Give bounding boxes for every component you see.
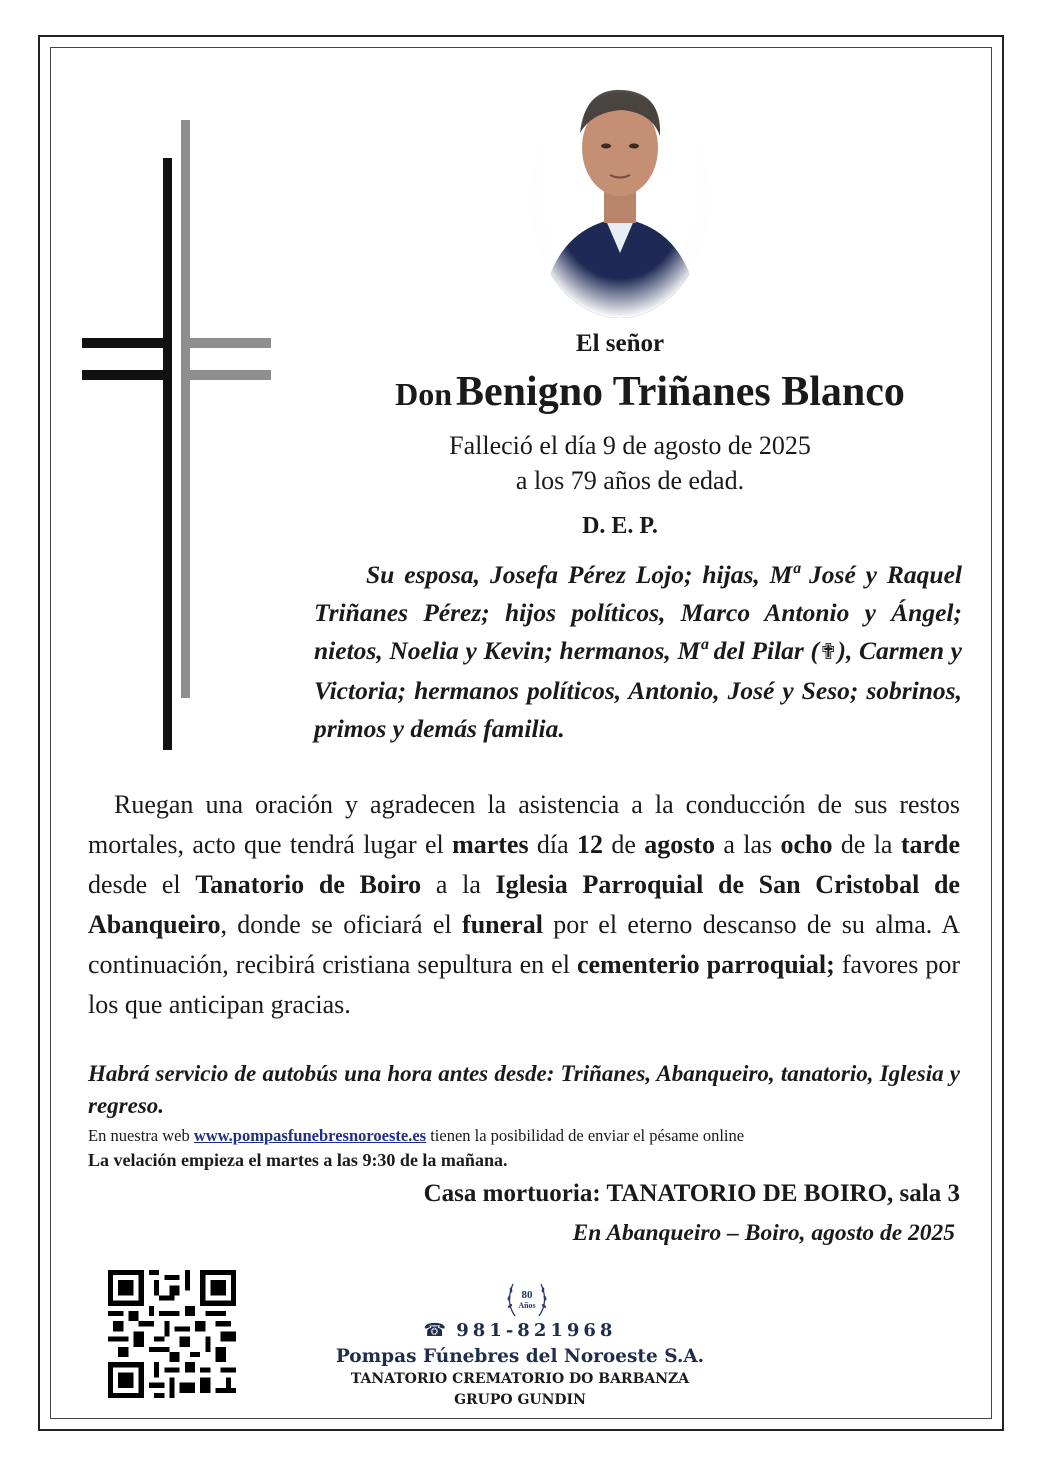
deceased-name	[300, 368, 1000, 416]
ceremony-text: desde el	[88, 870, 196, 899]
ceremony-funeral: funeral	[462, 910, 543, 939]
ceremony-day: martes	[452, 830, 529, 859]
ceremony-origin: Tanatorio de Boiro	[195, 870, 422, 899]
ceremony-text: a las	[715, 830, 781, 859]
ceremony-text: a la	[421, 870, 496, 899]
cross-black-arm-top	[82, 338, 172, 348]
website-link[interactable]: www.pompasfunebresnoroeste.es	[193, 1126, 427, 1145]
funeral-home: Casa mortuoria: TANATORIO DE BOIRO, sala 3	[423, 1180, 960, 1207]
ceremony-text: favores por los que anticipan gracias.	[88, 950, 961, 1019]
anniversary-badge-icon	[503, 1272, 551, 1322]
death-info	[330, 428, 930, 498]
company-name: Pompas Fúnebres del Noroeste S.A.	[335, 1346, 705, 1367]
ceremony-hour: ocho	[780, 830, 833, 859]
ceremony-date: 12	[577, 830, 604, 859]
phone-number[interactable]	[330, 1320, 710, 1341]
ceremony-period: tarde	[900, 830, 961, 859]
phone-icon: ☎	[423, 1320, 446, 1341]
ceremony-text: de	[603, 830, 645, 859]
family-text-2: ), Carmen y Victoria; hermanos políticos, Antonio, José y Seso; sobrinos, primos y demás familia.	[314, 636, 963, 743]
web-note-pre: En nuestra web	[88, 1126, 194, 1145]
ceremony-text: por el eterno descanso de su alma. A continuación, recibirá cristiana sepultura en el	[88, 910, 960, 979]
web-note-post: tienen la posibilidad de enviar el pésame online	[426, 1126, 745, 1145]
cross-gray-vertical	[181, 120, 190, 698]
ceremony-text: , donde se oficiará el	[220, 910, 463, 939]
place-date: En Abanqueiro – Boiro, agosto de 2025	[572, 1220, 955, 1246]
cross-black-arm-bottom	[82, 370, 172, 380]
web-note	[88, 1125, 960, 1147]
badge-word: Años	[518, 1301, 536, 1310]
ceremony-church: Iglesia Parroquial de San Cristobal de Abanqueiro	[88, 870, 960, 939]
family-text-1: Su esposa, Josefa Pérez Lojo; hijas, Mª José y Raquel Triñanes Pérez; hijos políticos, Marco Antonio y Ángel; nietos, Noelia y Kevin; hermanos, Mª del Pilar (	[314, 560, 962, 665]
cross-gray-arm-top	[181, 338, 271, 348]
badge-number: 80	[521, 1289, 533, 1301]
deceased-cross-icon: ✟	[819, 640, 838, 665]
qr-code-icon[interactable]	[108, 1270, 236, 1398]
bus-service-note: Habrá servicio de autobús una hora antes desde: Triñanes, Abanqueiro, tanatorio, Iglesia y regreso.	[88, 1061, 960, 1118]
death-date: Falleció el día 9 de agosto de 2025	[449, 431, 811, 460]
velacion-note: La velación empieza el martes a las 9:30 de la mañana.	[88, 1150, 508, 1170]
company-subtitle-2: GRUPO GUNDIN	[454, 1392, 586, 1408]
ceremony-paragraph	[88, 785, 960, 1025]
ceremony-text: de la	[832, 830, 901, 859]
cross-black-vertical	[163, 158, 172, 750]
ceremony-text: Ruegan una oración y agradecen la asistencia a la conducción de sus restos mortales, acto que tendrá lugar el	[88, 790, 960, 859]
portrait-photo	[530, 78, 710, 318]
ceremony-text: día	[528, 830, 578, 859]
company-subtitle-1: TANATORIO CREMATORIO DO BARBANZA	[350, 1371, 690, 1387]
phone-text: 981-821968	[456, 1320, 617, 1341]
ceremony-month: agosto	[644, 830, 716, 859]
dep-text: D. E. P.	[582, 513, 658, 539]
ceremony-cemetery: cementerio parroquial;	[576, 950, 835, 979]
death-age: a los 79 años de edad.	[515, 466, 745, 495]
family-paragraph	[314, 556, 962, 748]
name-prefix: Don	[395, 376, 453, 412]
honorific-title: El señor	[575, 330, 665, 357]
cross-gray-arm-bottom	[181, 370, 271, 380]
name-main: Benigno Triñanes Blanco	[456, 369, 905, 415]
